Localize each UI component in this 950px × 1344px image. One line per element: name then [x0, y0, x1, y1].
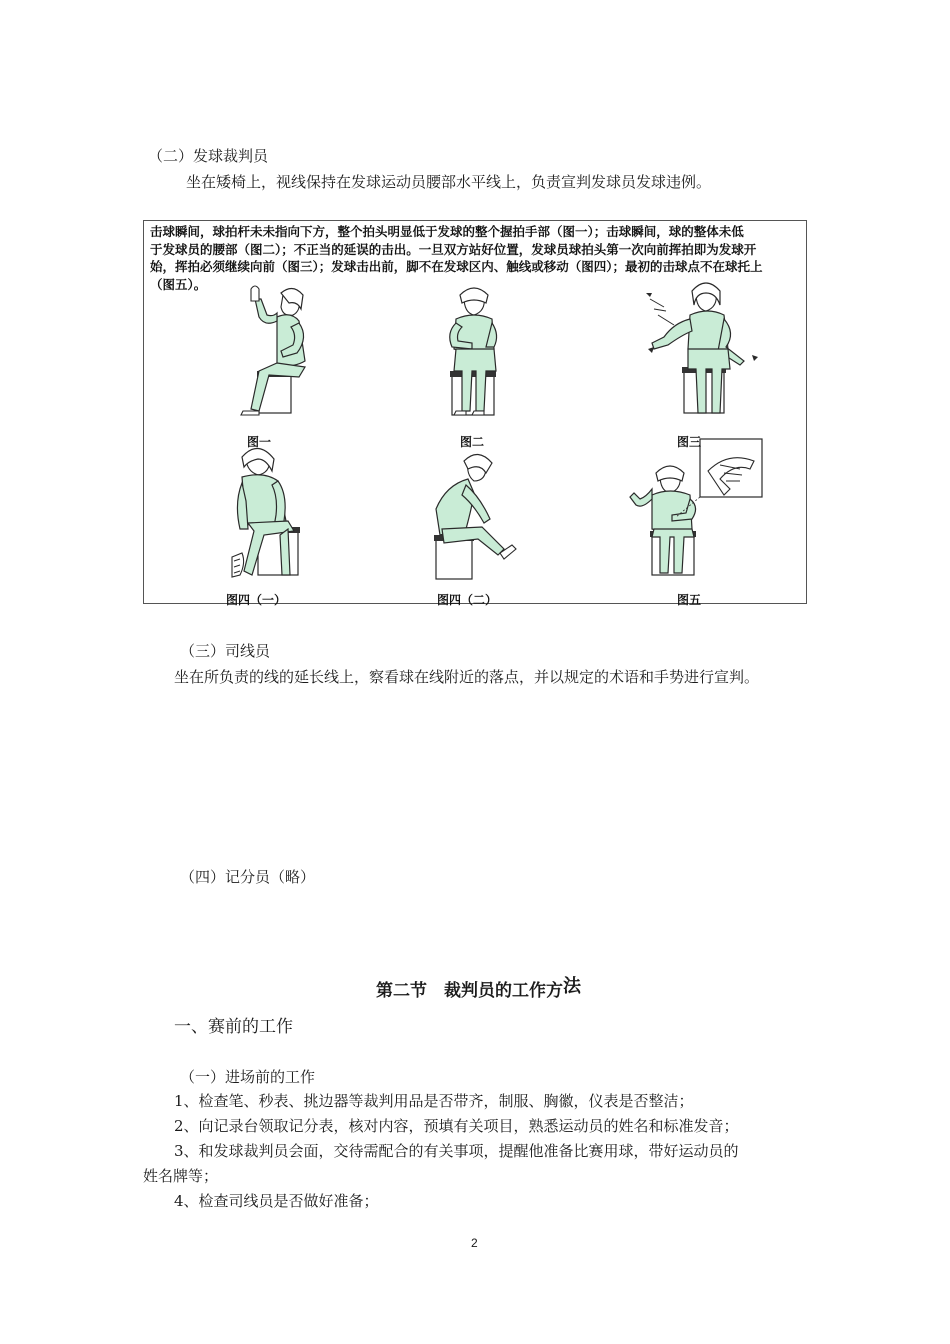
list-item: 4、检查司线员是否做好准备；	[174, 1192, 379, 1210]
figure-serve-faults	[143, 220, 807, 607]
caption-line: 击球瞬间，球拍杆未未指向下方，整个拍头明显低于发球的整个握拍手部（图一）；击球瞬间，球的整体未低	[150, 224, 744, 239]
illustration-figure-2	[450, 288, 497, 415]
paragraph-line-judge: 坐在所负责的线的延长线上，察看球在线附近的落点，并以规定的术语和手势进行宣判。	[174, 668, 760, 686]
page-number: 2	[471, 1236, 478, 1250]
illustration-figure-1	[241, 286, 305, 415]
illustration-figure-4-2	[434, 454, 516, 579]
section-title	[376, 976, 581, 1002]
list-item: 3、和发球裁判员会面，交待需配合的有关事项，提醒他准备比赛用球，带好运动员的	[174, 1142, 739, 1160]
section-heading-serve-judge: （二）发球裁判员	[148, 147, 269, 165]
list-item-continuation: 姓名牌等；	[143, 1167, 219, 1185]
illustration-figure-3	[646, 283, 758, 413]
section-title-main: 第二节 裁判员的工作方	[376, 981, 563, 1001]
sub-heading-before-entry: （一）进场前的工作	[180, 1068, 316, 1086]
illustration-figure-5	[630, 439, 762, 575]
figure-label-3: 图三	[677, 435, 702, 449]
caption-line: 于发球员的腰部（图二）；不正当的延误的击出。一旦双方站好位置，发球员球拍头第一次向前挥拍即为发球开	[150, 241, 757, 257]
figure-label-1: 图一	[247, 435, 272, 449]
section-heading-line-judge: （三）司线员	[180, 642, 271, 660]
section-heading-scorer: （四）记分员（略）	[180, 868, 316, 886]
paragraph-serve-judge: 坐在矮椅上，视线保持在发球运动员腰部水平线上，负责宣判发球员发球违例。	[186, 173, 712, 191]
list-item: 1、检查笔、秒表、挑边器等裁判用品是否带齐，制服、胸徽，仪表是否整洁；	[174, 1092, 694, 1110]
illustration-figure-4-1	[232, 448, 300, 577]
figure-label-5: 图五	[677, 593, 702, 607]
figure-label-4-1: 图四（一）	[226, 593, 287, 607]
figure-illustrations	[144, 221, 806, 603]
caption-line: 始，挥拍必须继续向前（图三）；发球击出前，脚不在发球区内、触线或移动（图四）；最初的击球点不在球托上	[150, 259, 763, 274]
subtitle-pre-match: 一、赛前的工作	[174, 1017, 293, 1037]
caption-line: （图五）。	[150, 276, 207, 292]
section-title-tail: 法	[563, 976, 581, 997]
figure-label-4-2: 图四（二）	[437, 593, 498, 607]
figure-label-2: 图二	[460, 435, 485, 449]
list-item: 2、向记录台领取记分表，核对内容，预填有关项目，熟悉运动员的姓名和标准发音；	[174, 1117, 739, 1135]
